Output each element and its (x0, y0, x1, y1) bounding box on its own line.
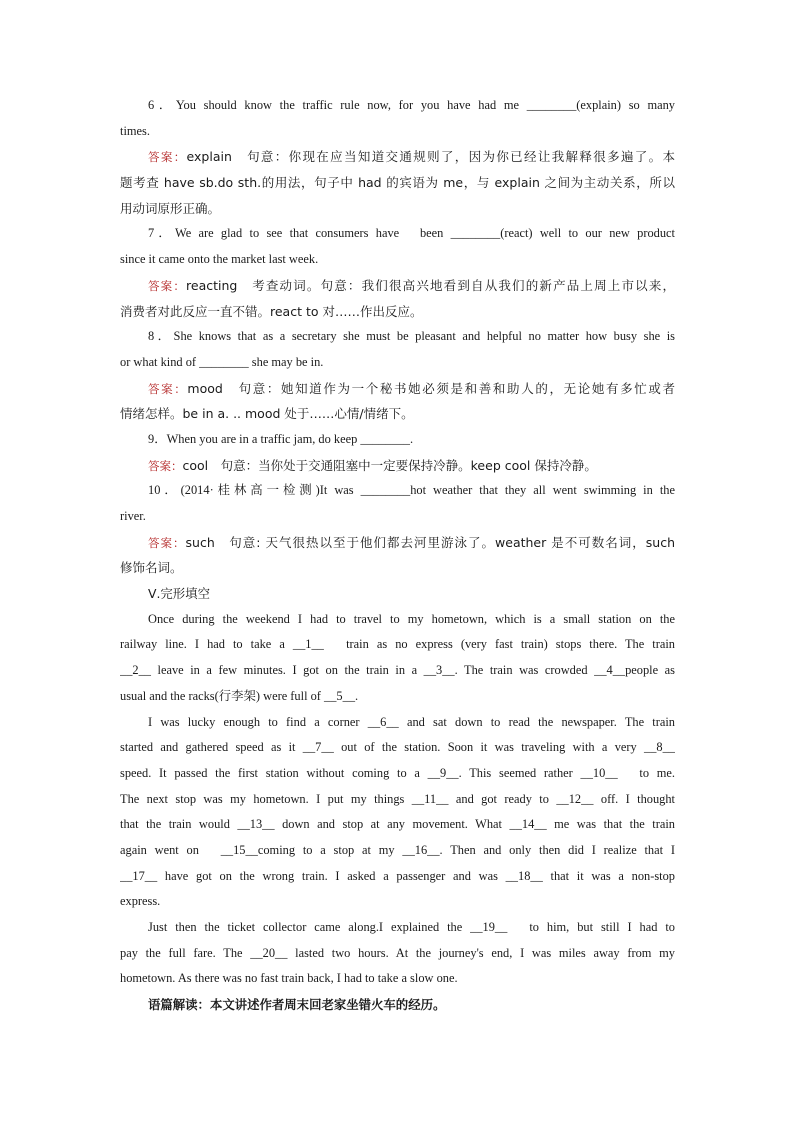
answer-10-line-2: 修饰名词。 (120, 560, 183, 576)
passage-p2-line-3: speed. It passed the first station without coming to a __9__. This seemed rather __10__ to me. (120, 765, 675, 780)
answer-7-line-1 (120, 273, 675, 299)
passage-p1-line-1: Once during the weekend I had to travel to my hometown, which is a small station on the (148, 611, 675, 626)
answer-9-text: cool 句意：当你处于交通阻塞中一定要保持冷静。keep cool 保持冷静。 (182, 457, 597, 473)
question-10-line-2: river. (120, 509, 146, 523)
question-8-line-1: 8．She knows that as a secretary she must be pleasant and helpful no matter how busy she is (148, 329, 675, 344)
question-6-line-2: times. (120, 123, 150, 138)
passage-p3-line-3: hometown. As there was no fast train back, I had to take a slow one. (120, 971, 458, 986)
passage-p2-line-2: started and gathered speed as it __7__ out of the station. Soon it was traveling with a very __8__ (120, 740, 675, 755)
document-page (120, 93, 675, 1018)
answer-label: 答案： (148, 381, 188, 396)
passage-p2-line-5: that the train would __13__ down and stop at any movement. What __14__ me was that the train (120, 817, 675, 832)
passage-p1-line-2: railway line. I had to take a __1__ train as no express (very fast train) stops there. The train (120, 637, 675, 652)
answer-8-text: mood 句意：她知道作为一个秘书她必须是和善和助人的，无论她有多忙或者 (187, 380, 675, 396)
answer-10-text: such 句意: 天气很热以至于他们都去河里游泳了。weather 是不可数名词，such (185, 534, 675, 550)
answer-8-line-1 (120, 376, 675, 402)
answer-6-line-1 (120, 144, 675, 170)
answer-10-line-1 (120, 530, 675, 556)
section-heading-cloze: Ⅴ.完形填空 (148, 586, 210, 602)
question-6-line-1: 6．You should know the traffic rule now, for you have had me ________(explain) so many (148, 98, 675, 112)
passage-p1-line-4: usual and the racks(行李架) were full of __5__. (120, 688, 359, 703)
answer-label: 答案： (148, 278, 187, 293)
answer-9-line-1 (120, 453, 675, 479)
answer-6-line-3: 用动词原形正确。 (120, 200, 221, 216)
passage-p3-line-2: pay the full fare. The __20__ lasted two hours. At the journey's end, I was miles away from my (120, 945, 675, 960)
answer-6-text: explain 句意：你现在应当知道交通规则了，因为你已经让我解释很多遍了。本 (186, 149, 675, 165)
question-7-line-1: 7．We are glad to see that consumers have been ________(react) well to our new product (148, 226, 675, 241)
passage-summary: 语篇解读：本文讲述作者周末回老家坐错火车的经历。 (148, 997, 446, 1013)
answer-7-text: reacting 考查动词。句意：我们很高兴地看到自从我们的新产品上周上市以来， (186, 277, 675, 293)
passage-p3-line-1: Just then the ticket collector came along.I explained the __19__ to him, but still I had to (148, 920, 675, 934)
passage-p2-line-6: again went on __15__coming to a stop at my __16__. Then and only then did I realize that I (120, 842, 675, 857)
answer-7-line-2: 消费者对此反应一直不错。react to 对……作出反应。 (120, 303, 423, 319)
question-9-line-1: 9．When you are in a traffic jam, do keep ________. (148, 431, 414, 446)
answer-label: 答案： (148, 535, 186, 550)
answer-label: 答案： (148, 150, 187, 165)
passage-p2-line-4: The next stop was my hometown. I put my things __11__ and got ready to __12__ off. I thought (120, 791, 675, 806)
passage-p2-line-7: __17__ have got on the wrong train. I asked a passenger and was __18__ that it was a non-stop (120, 868, 675, 883)
question-10-line-1: 10．(2014·桂林高一检测)It was ________hot weather that they all went swimming in the (148, 483, 675, 498)
passage-p2-line-1: I was lucky enough to find a corner __6__ and sat down to read the newspaper. The train (148, 714, 675, 729)
answer-label: 答案： (148, 458, 183, 473)
passage-p2-line-8: express. (120, 894, 161, 909)
question-7-line-2: since it came onto the market last week. (120, 252, 319, 267)
answer-6-line-2: 题考查 have sb.do sth.的用法，句子中 had 的宾语为 me，与 explain 之间为主动关系，所以 (120, 175, 675, 191)
passage-p1-line-3: __2__ leave in a few minutes. I got on the train in a __3__. The train was crowded __4__people as (120, 663, 675, 678)
answer-8-line-2: 情绪怎样。be in a. .. mood 处于……心情/情绪下。 (120, 406, 414, 422)
question-8-line-2: or what kind of ________ she may be in. (120, 354, 324, 369)
